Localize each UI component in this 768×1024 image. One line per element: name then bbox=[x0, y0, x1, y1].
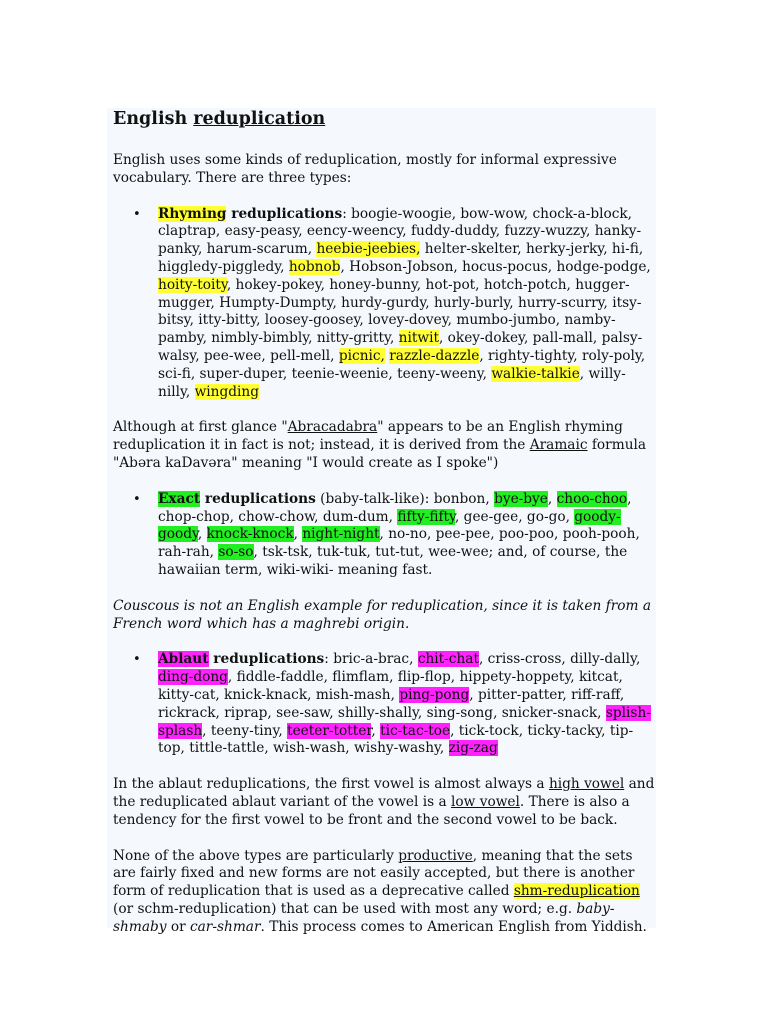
highlight-word: teeter-totter bbox=[287, 722, 372, 739]
couscous-paragraph: Couscous is not an English example for reduplication, since it is taken from a French word which has a maghrebi origin. bbox=[113, 597, 651, 632]
ablaut-text: , criss-cross, dilly-dally, bbox=[478, 651, 641, 668]
highlight-word: chit-chat bbox=[417, 651, 479, 668]
exact-text: , bbox=[293, 526, 303, 543]
ablaut-text: , teeny-tiny, bbox=[202, 722, 288, 739]
rhyming-item bbox=[113, 206, 655, 402]
ablaut-text: , fiddle-faddle, flimflam, flip-flop, hippety-hoppety, kitcat, kitty-cat, knick-knack, mish-mash, bbox=[158, 669, 623, 703]
exact-rest-label: reduplications bbox=[200, 490, 316, 507]
highlight-word: tic-tac-toe bbox=[380, 722, 451, 739]
paragraph-text: , meaning that the sets are fairly fixed and new forms are not easily accepted, but there is another form of reduplication that is used as a deprecative called bbox=[113, 847, 635, 900]
link-low-vowel[interactable]: low vowel bbox=[451, 793, 520, 810]
link-aramaic[interactable]: Aramaic bbox=[529, 437, 588, 454]
ablaut-text: : bric-a-brac, bbox=[324, 651, 418, 668]
paragraph-text: or bbox=[166, 918, 190, 935]
ablaut-list bbox=[113, 651, 655, 758]
rhyming-text: , Hobson-Jobson, hocus-pocus, hodge-podge, bbox=[340, 258, 651, 275]
highlight-word: zig-zag bbox=[448, 740, 498, 757]
paragraph-text: In the ablaut reduplications, the first vowel is almost always a bbox=[113, 776, 549, 793]
highlight-word: knock-knock bbox=[206, 526, 294, 543]
highlight-word: ding-dong bbox=[158, 669, 228, 686]
highlight-word: walkie-talkie bbox=[491, 365, 580, 382]
document-body bbox=[113, 106, 655, 936]
page-title bbox=[113, 106, 655, 132]
rhyming-text: , righty-tighty, roly-poly, sci-fi, super-duper, teenie-weenie, teeny-weeny, bbox=[158, 347, 646, 382]
highlight-word: hobnob bbox=[288, 258, 341, 275]
exact-item bbox=[113, 491, 655, 580]
rhyming-text: : boogie-woogie, bow-wow, chock-a-block, claptrap, easy-peasy, eency-weency, fuddy-duddy, fuzzy-wuzzy, hanky-panky, harum-scarum, bbox=[158, 205, 642, 258]
exact-text: , bbox=[197, 526, 207, 543]
exact-text: , no-no, pee-pee, poo-poo, pooh-pooh, rah-rah, bbox=[158, 526, 640, 561]
example-baby-shmaby: baby-shmaby bbox=[113, 900, 615, 935]
vowels-paragraph bbox=[113, 776, 655, 829]
rhyming-text: , willy-nilly, bbox=[158, 365, 626, 400]
exact-text: , gee-gee, go-go, bbox=[454, 508, 575, 525]
highlight-word: heebie-jeebies, bbox=[316, 241, 421, 258]
ablaut-item bbox=[113, 651, 655, 758]
exact-text: , chop-chop, chow-chow, dum-dum, bbox=[158, 490, 632, 525]
exact-text: , bbox=[547, 490, 557, 507]
rhyming-list bbox=[113, 206, 655, 402]
ablaut-label: Ablaut bbox=[158, 651, 209, 668]
paragraph-text: (or schm-reduplication) that can be used with most any word; e.g. bbox=[113, 900, 577, 917]
paragraph-text: and the reduplicated ablaut variant of the vowel is a bbox=[113, 776, 655, 810]
highlight-word: night-night bbox=[302, 526, 380, 543]
ablaut-text: , pitter-patter, riff-raff, rickrack, riprap, see-saw, shilly-shally, sing-song, snicker-snack, bbox=[158, 686, 625, 721]
paragraph-text: None of the above types are particularly bbox=[113, 847, 399, 864]
title-link-reduplication[interactable]: reduplication bbox=[193, 109, 326, 129]
paragraph-text: . There is also a tendency for the first vowel to be front and the second vowel to be back. bbox=[113, 793, 630, 828]
link-shm-reduplication[interactable]: shm-reduplication bbox=[513, 883, 640, 900]
highlight-word: razzle-dazzle bbox=[389, 347, 480, 364]
link-high-vowel[interactable]: high vowel bbox=[548, 776, 625, 793]
paragraph-text: Although at first glance " bbox=[113, 419, 288, 436]
exact-list bbox=[113, 491, 655, 580]
rhyming-text: , hokey-pokey, honey-bunny, hot-pot, hotch-potch, hugger-mugger, Humpty-Dumpty, hurdy-gurdy, hurly-burly, hurry-scurry, itsy-bitsy, itty-bitty, loosey-goosey, lovey-dovey, mumbo-jumbo, namby-pamby, nimbly-bimbly, nitty-gritty, bbox=[158, 276, 642, 347]
highlight-word: so-so bbox=[218, 544, 254, 561]
exact-text: , tsk-tsk, tuk-tuk, tut-tut, wee-wee; and, of course, the hawaiian term, wiki-wiki- meaning fast. bbox=[158, 544, 628, 578]
paragraph-text: " appears to be an English rhyming reduplication it in fact is not; instead, it is derived from the bbox=[113, 419, 623, 454]
example-car-shmar: car-shmar bbox=[189, 918, 261, 935]
rhyming-label: Rhyming bbox=[158, 205, 227, 222]
highlight-word: picnic, bbox=[338, 347, 385, 364]
rhyming-rest-label: reduplications bbox=[226, 205, 343, 222]
paragraph-text: formula "Abəra kaDavəra" meaning "I would create as I spoke") bbox=[113, 437, 647, 471]
highlight-word: bye-bye bbox=[494, 490, 548, 507]
highlight-word: nitwit bbox=[398, 330, 439, 347]
highlight-word: fifty-fifty bbox=[397, 508, 455, 525]
link-abracadabra[interactable]: Abracadabra bbox=[287, 419, 378, 436]
highlight-word: hoity-toity bbox=[158, 276, 227, 293]
ablaut-text: , tick-tock, ticky-tacky, tip-top, tittle-tattle, wish-wash, wishy-washy, bbox=[158, 722, 634, 757]
paragraph-text: . This process comes to American English from Yiddish. bbox=[260, 918, 647, 935]
highlight-word: choo-choo bbox=[556, 490, 628, 507]
exact-text: (baby-talk-like): bonbon, bbox=[315, 490, 495, 507]
highlight-word: ping-pong bbox=[399, 686, 470, 703]
intro-paragraph: English uses some kinds of reduplication, mostly for informal expressive vocabulary. There are three types: bbox=[113, 152, 617, 186]
exact-label: Exact bbox=[158, 490, 201, 507]
abracadabra-paragraph bbox=[113, 419, 655, 472]
productive-paragraph bbox=[113, 848, 655, 937]
title-prefix: English bbox=[113, 109, 194, 129]
rhyming-text: , okey-dokey, pall-mall, palsy-walsy, pee-wee, pell-mell, bbox=[158, 330, 643, 364]
highlight-word: splish-splash bbox=[158, 704, 651, 739]
highlight-word: goody-goody bbox=[158, 508, 621, 543]
link-productive[interactable]: productive bbox=[398, 847, 473, 864]
rhyming-text: helter-skelter, herky-jerky, hi-fi, higgledy-piggledy, bbox=[158, 241, 644, 275]
ablaut-text: , bbox=[371, 722, 381, 739]
highlight-word: wingding bbox=[194, 383, 259, 400]
ablaut-rest-label: reduplications bbox=[208, 651, 325, 668]
